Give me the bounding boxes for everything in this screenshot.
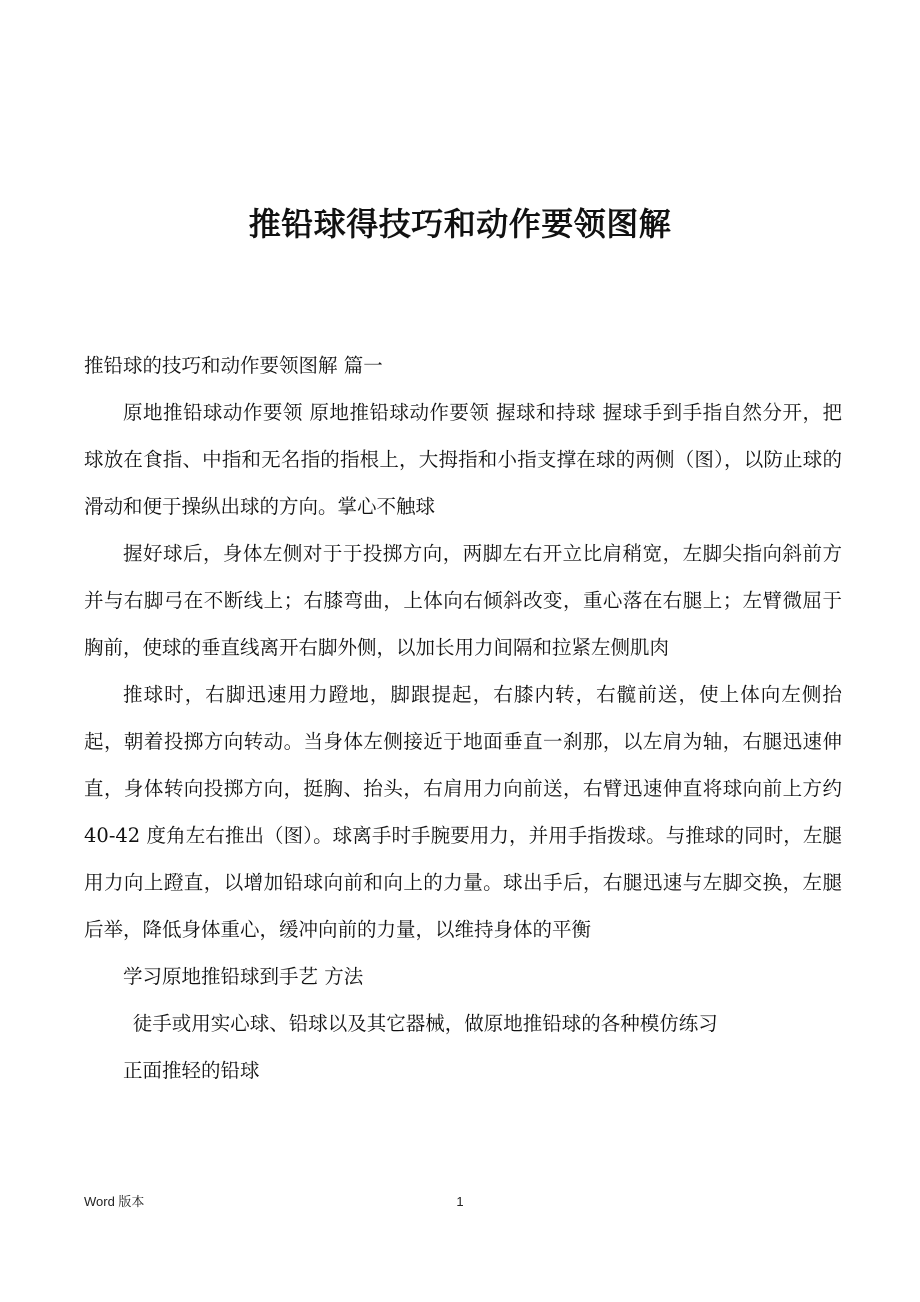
paragraph-practice: 徒手或用实心球、铅球以及其它器械，做原地推铅球的各种模仿练习 xyxy=(132,1012,718,1035)
footer-page-number: 1 xyxy=(456,1194,464,1209)
paragraph-method-heading: 学习原地推铅球到手艺 方法 xyxy=(123,965,364,988)
document-title: 推铅球得技巧和动作要领图解 xyxy=(248,205,672,243)
footer-label: Word 版本 xyxy=(84,1194,145,1209)
paragraph-stance: 握好球后，身体左侧对于于投掷方向，两脚左右开立比肩稍宽，左脚尖指向斜前方并与右脚弓在不断线上；右膝弯曲，上体向右倾斜改变，重心落在右腿上；左臂微屈于胸前，使球的垂直线离开右脚外侧，以加长用力间隔和拉紧左侧肌肉 xyxy=(84,542,842,659)
paragraph-push: 推球时，右脚迅速用力蹬地，脚跟提起，右膝内转，右髋前送，使上体向左侧抬起，朝着投掷方向转动。当身体左侧接近于地面垂直一刹那，以左肩为轴，右腿迅速伸直，身体转向投掷方向，挺胸、抬头，右肩用力向前送，右臂迅速伸直将球向前上方约 40-42 度角左右推出（图）。球离手时手腕要用力，并用手指拨球。与推球的同时，左腿用力向上蹬直，以增加铅球向前和向上的力量。球出手后，右腿迅速与左脚交换，左腿后举，降低身体重心，缓冲向前的力量，以维持身体的平衡 xyxy=(84,683,842,941)
paragraph-grip: 原地推铅球动作要领 原地推铅球动作要领 握球和持球 握球手到手指自然分开，把球放在食指、中指和无名指的指根上，大拇指和小指支撑在球的两侧（图），以防止球的滑动和便于操纵出球的方向。掌心不触球 xyxy=(84,401,842,518)
document-body xyxy=(84,342,842,1094)
paragraph-light-shot: 正面推轻的铅球 xyxy=(123,1059,260,1082)
section-heading: 推铅球的技巧和动作要领图解 篇一 xyxy=(84,354,383,377)
